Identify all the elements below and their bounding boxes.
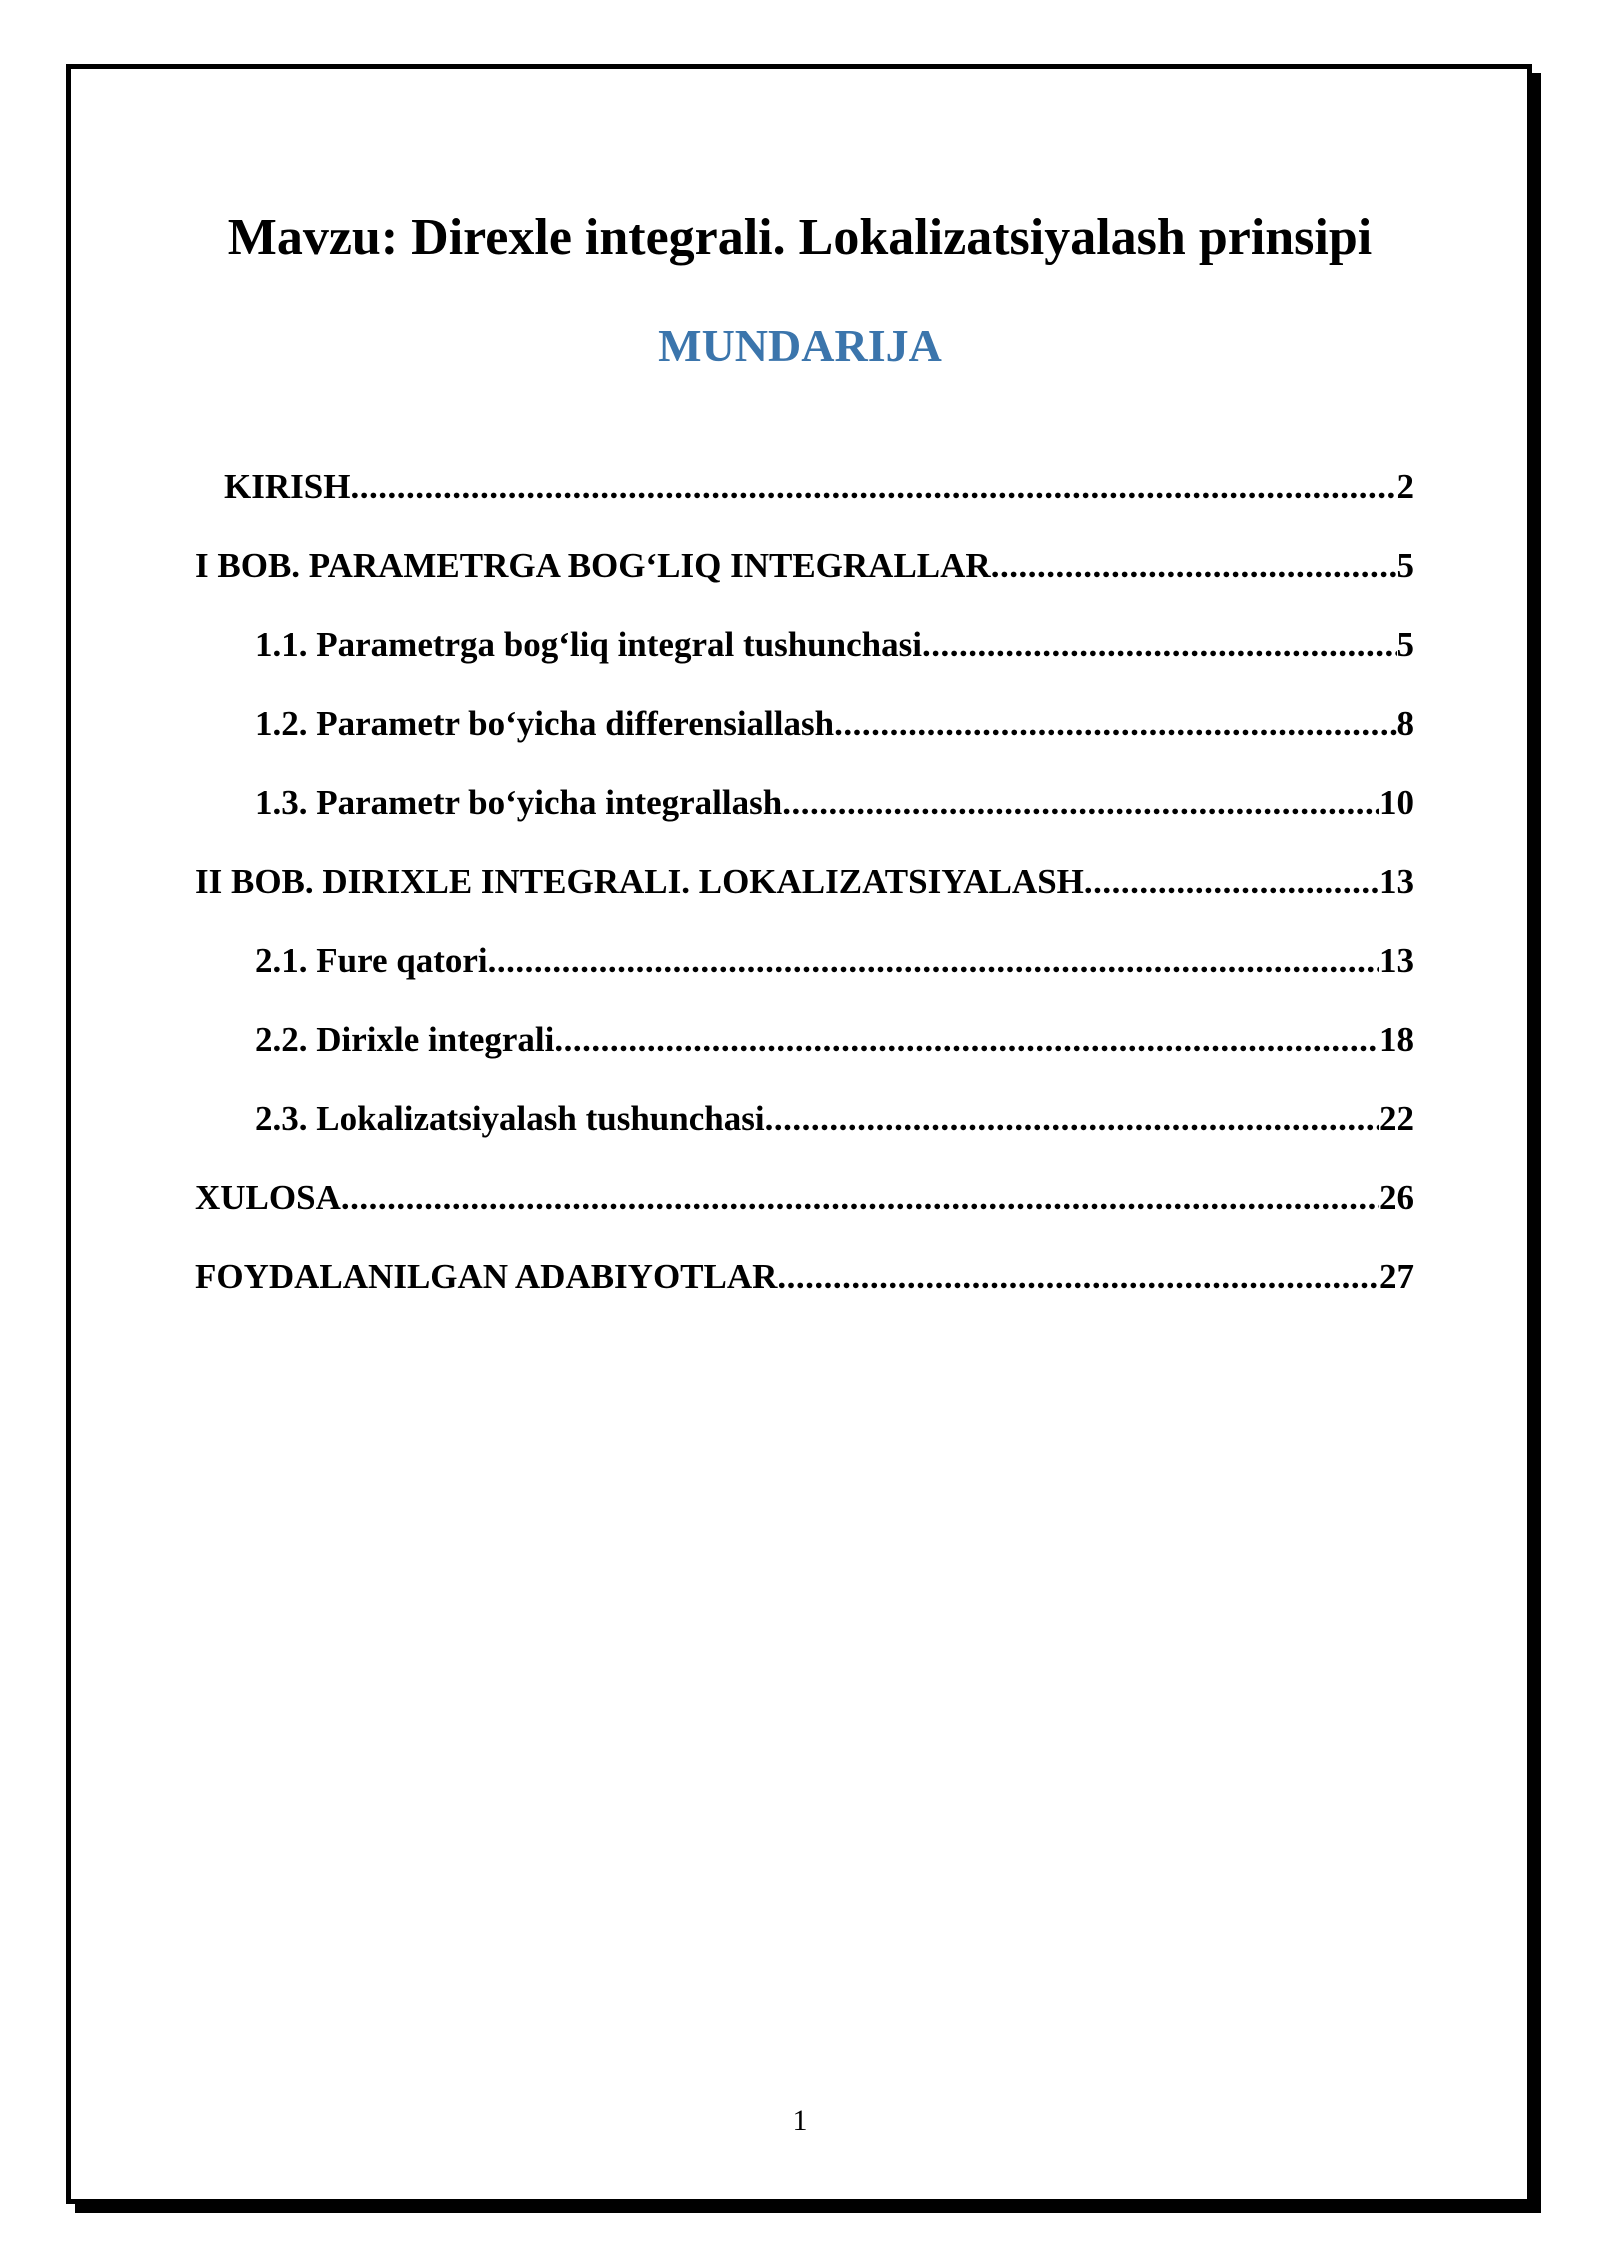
toc-entry-section-2-1[interactable] — [255, 936, 1414, 986]
toc-entry-label: FOYDALANILGAN ADABIYOTLAR — [195, 1257, 778, 1296]
toc-leader — [991, 541, 1397, 591]
toc-entry-section-2-2[interactable] — [255, 1015, 1414, 1065]
toc-entry-label: 1.3. Parametr bo‘yicha integrallash — [255, 783, 783, 822]
toc-entry-label: KIRISH — [224, 467, 351, 506]
toc-entry-xulosa[interactable] — [195, 1173, 1414, 1223]
page-number: 1 — [792, 2104, 808, 2137]
toc-leader — [777, 1252, 1379, 1302]
toc-entry-page: 27 — [1379, 1257, 1414, 1296]
toc-entry-label: 2.1. Fure qatori — [255, 941, 488, 980]
toc-entry-section-1-3[interactable] — [255, 778, 1414, 828]
toc-leader — [834, 699, 1396, 749]
toc-entry-page: 13 — [1379, 941, 1414, 980]
toc-entry-kirish[interactable] — [224, 462, 1414, 512]
toc-entry-section-1-2[interactable] — [255, 699, 1414, 749]
toc-entry-page: 10 — [1379, 783, 1414, 822]
toc-entry-label: I BOB. PARAMETRGA BOG‘LIQ INTEGRALLAR — [195, 546, 991, 585]
toc-leader — [488, 936, 1379, 986]
toc-entry-page: 5 — [1396, 625, 1414, 664]
toc-entry-page: 2 — [1396, 467, 1414, 506]
toc-entry-section-1-1[interactable] — [255, 620, 1414, 670]
toc-leader — [554, 1015, 1379, 1065]
toc-leader — [765, 1094, 1379, 1144]
document-title: Mavzu: Direxle integrali. Lokalizatsiyalash prinsipi — [227, 209, 1373, 266]
toc-leader — [1084, 857, 1379, 907]
toc-entry-chapter-2[interactable] — [195, 857, 1414, 907]
toc-heading: MUNDARIJA — [658, 320, 942, 371]
toc-leader — [350, 462, 1396, 512]
toc-leader — [782, 778, 1379, 828]
toc-entry-section-2-3[interactable] — [255, 1094, 1414, 1144]
toc-entry-chapter-1[interactable] — [195, 541, 1414, 591]
toc-entry-page: 8 — [1396, 704, 1414, 743]
toc-entry-page: 22 — [1379, 1099, 1414, 1138]
toc-entry-label: 1.1. Parametrga bog‘liq integral tushunchasi — [255, 625, 922, 664]
toc-entry-page: 18 — [1379, 1020, 1414, 1059]
toc-entry-page: 13 — [1379, 862, 1414, 901]
toc-entry-label: II BOB. DIRIXLE INTEGRALI. LOKALIZATSIYALASH — [195, 862, 1084, 901]
toc-entry-label: 1.2. Parametr bo‘yicha differensiallash — [255, 704, 835, 743]
toc-entry-references[interactable] — [195, 1252, 1414, 1302]
toc-entry-page: 26 — [1379, 1178, 1414, 1217]
toc-entry-label: 2.2. Dirixle integrali — [255, 1020, 555, 1059]
toc-entry-label: 2.3. Lokalizatsiyalash tushunchasi — [255, 1099, 765, 1138]
toc-leader — [341, 1173, 1379, 1223]
toc-leader — [922, 620, 1397, 670]
toc-entry-label: XULOSA — [195, 1178, 341, 1217]
toc-entry-page: 5 — [1396, 546, 1414, 585]
